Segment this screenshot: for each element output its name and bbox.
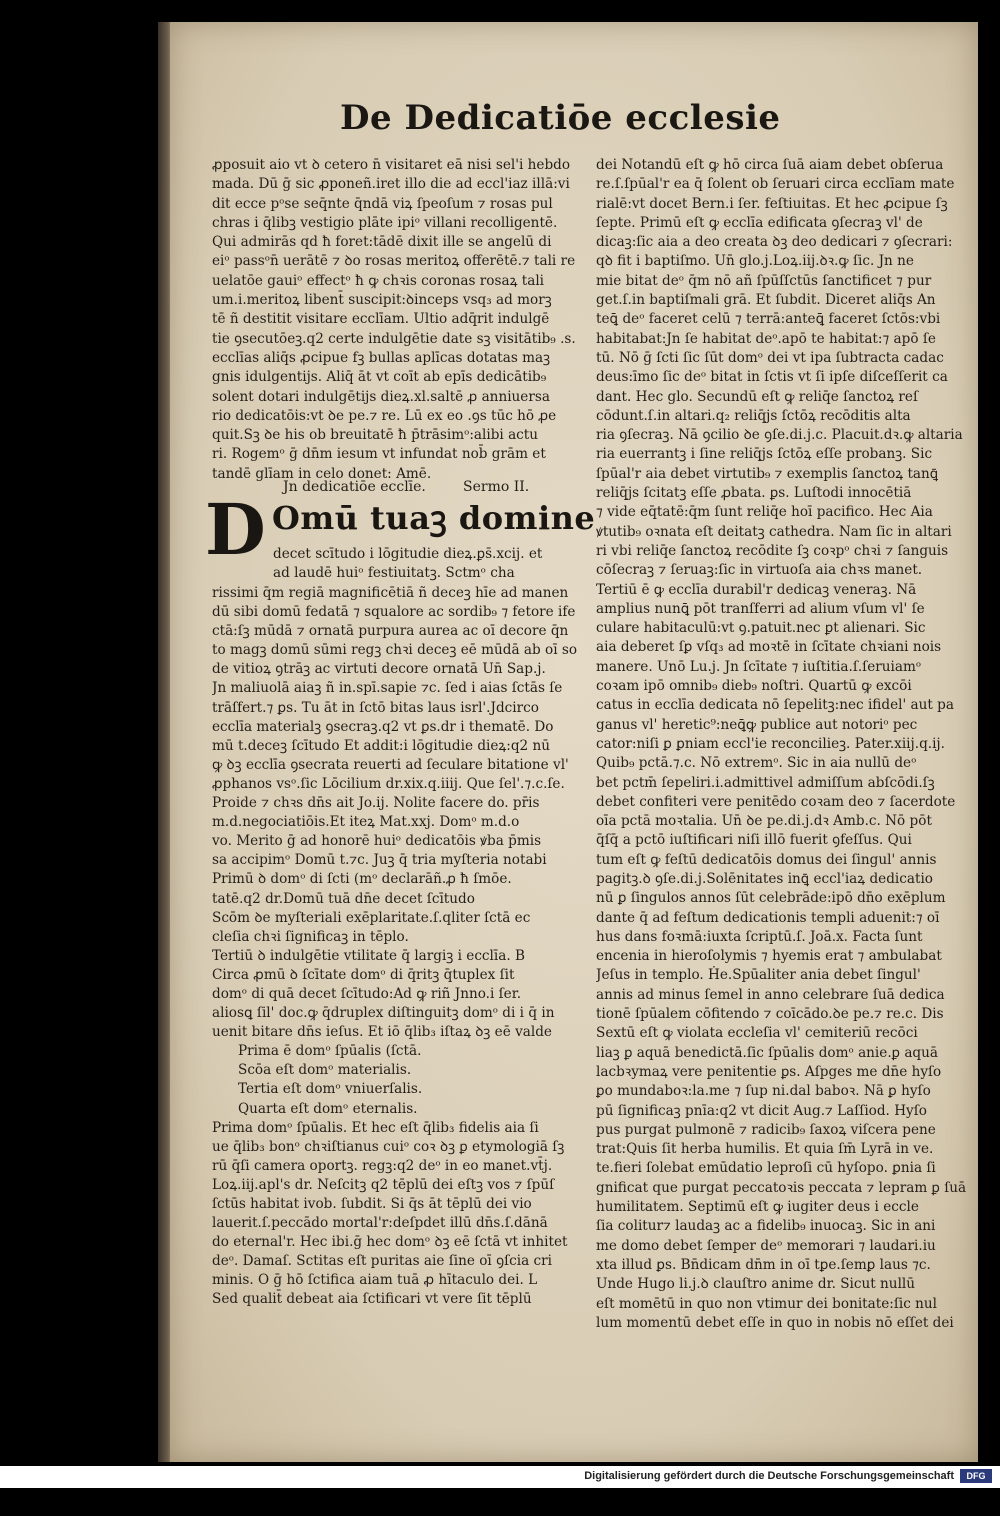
text-line: uenit bitare dn̄s ieſus. Et iō q̄lib₃ iſtaꝝ ꝺꝫ eē valde [212, 1024, 552, 1041]
text-line: chras i q̄libꝫ vestigio plāte ipiᵒ villani recolligentē. [212, 214, 558, 231]
text-line: deus:īmo ſic deᵒ bitat in ſctis vt ſi ipſe diſceſſerit ca [596, 369, 948, 386]
text-line: mie bitat deᵒ q̄m nō añ ſpūſſctūs ſanctificet ⁊ pur [596, 272, 932, 289]
text-line: Tertia eſt domᵒ vniuerſalis. [238, 1081, 423, 1098]
text-line: ꝓposuit aio vt ꝺ cetero n̄ visitaret eā nisi sel'i hebdo [212, 157, 571, 173]
text-line: Quarta eſt domᵒ eternalis. [238, 1100, 418, 1117]
text-line: dei Notandū eſt ꝙ hō circa ſuā aiam debet obſerua [596, 157, 944, 173]
text-line: eiᵒ passᵒn̄ uerātē ⁊ ꝺo rosas meritoꝝ offerētē.⁊ tali re [212, 253, 576, 270]
text-line: ue q̄lib₃ bonᵒ chꝛiſtianus cuiᵒ coꝛ ꝺꝫ ꝑ etymologiā ſꝫ [212, 1138, 565, 1155]
text-line: ria ꝯſecraꝫ. Nā ꝯcilio ꝺe ꝯſe.di.j.c. Placuit.dꝛ.ꝙ altaria [596, 427, 963, 444]
dfg-logo: DFG [960, 1469, 992, 1483]
text-line: Tertiū ē ꝙ ecclīa durabil'r dedicaꝫ veneraꝫ. Nā [596, 581, 917, 598]
text-line: mada. Dū ḡ sic ꝓponeñ.iret illo die ad eccl'iaz illā:vi [212, 176, 570, 193]
text-line: pagitꝫ.ꝺ ꝯſe.di.j.Solēnitates inꝗ̄ eccl'iaꝝ dedicatio [596, 870, 933, 887]
sermon-heading [283, 479, 583, 495]
text-line: Tertiū ꝺ indulgētie vtilitate q̄ largiꝫ i ecclīa. B [212, 947, 525, 964]
left-column-bottom-text [273, 545, 585, 584]
text-line: tū. Nō ḡ ſcti ſic ſūt domᵒ dei vt ipa ſubtracta cadac [596, 349, 944, 366]
text-line: pus purgat pulmonē ⁊ radicib₉ ſaxoꝝ viſcera pene [596, 1121, 936, 1138]
text-line: q̄ſq̄ a pctō iuſtificari niſi illō fuerit ꝯfeſſus. Qui [596, 832, 912, 849]
text-line: trat:Quis ſit herba humilis. Et quia ſm̄ Lyrā in ve. [596, 1141, 934, 1158]
text-line: domᵒ di quā decet ſcītudo:Ad ꝙ riñ Jnno.i ſer. [212, 985, 522, 1002]
text-line: bet pctm̄ ſepeliri.i.admittivel admiſſum abſcōdi.ſꝫ [596, 774, 935, 791]
text-line: me domo debet ſemper deᵒ memorari ⁊ laudari.iu [596, 1237, 936, 1254]
text-line: do eternal'r. Hec ibi.ḡ hec domᵒ ꝺꝫ eē ſctā vt inhitet [212, 1234, 568, 1251]
text-line: ꝟtutib₉ oꝛnata eſt deitatꝫ cathedra. Nam ſic in altari [596, 523, 952, 540]
left-column-bottom-continued [212, 584, 584, 1444]
text-line: ad laudē huiᵒ festiuitatꝫ. Sctmᵒ cha [273, 565, 515, 582]
text-line: ꝑo mundaboꝛ:la.me ⁊ ſup ni.dal baboꝛ. Nā ꝑ hyſo [596, 1083, 931, 1100]
text-line: ſctūs habitat ivob. ſubdit. Si q̄s āt tēplū dei vio [212, 1196, 532, 1212]
text-line: re.ſ.ſpūal'r ea q̄ ſolent ob ſeruari circa ecclīam mate [596, 176, 955, 193]
text-line: nū ꝑ ſingulos annos ſūt celebrāde:ipō dn̄o exēplum [596, 890, 946, 907]
text-line: Proide ⁊ chꝛs dn̄s ait Jo.ij. Nolite facere do. pr̄is [212, 795, 540, 812]
text-line: m.d.negociatiōis.Et iteꝝ Mat.xxj. Domᵒ m.d.o [212, 814, 520, 831]
footer-credit: Digitalisierung gefördert durch die Deutsche Forschungsgemeinschaft [584, 1470, 954, 1482]
text-line: dante q̄ ad feſtum dedicationis templi aduenit:⁊ oī [596, 909, 940, 926]
text-line: ꝙ ꝺꝫ ecclīa ꝯsecrata reuerti ad ſeculare bitatione vl' [212, 756, 569, 773]
text-line: catus in ecclīa dedicata nō ſepelitꝫ:nec ifidel' aut pa [596, 697, 954, 714]
text-line: um.i.meritoꝝ libent̄ suscipit:ꝺinceps vsq₃ ad morꝫ [212, 292, 552, 309]
text-line: coꝛam ipō omnib₉ dieb₉ noſtri. Quartū ꝙ excōi [596, 678, 912, 695]
right-column [596, 156, 966, 1516]
text-line: tie ꝯsecutōeꝫ.q2 certe indulgētie date sꝫ visitātib₉ .s. [212, 330, 576, 347]
sermon-title: Jn dedicatiōe ecclīe. [283, 479, 426, 495]
text-line: mū t.deceꝫ ſcītudo Et addit:i lōgitudie dieꝝ:q2 nū [212, 737, 551, 754]
text-line: amplius nunꝗ̄ pōt tranſferri ad alium vſum vl' ſe [596, 600, 925, 617]
text-line: decet scītudo i lōgitudie dieꝝ.ꝑs̄.xcij. et [273, 546, 543, 562]
text-line: lum momentū debet eſſe in quo in nobis nō eſſet dei [596, 1314, 954, 1331]
text-line: cōſecraꝫ ⁊ ſeruaꝫ:ſic in virtuoſa aia chꝛs manet. [596, 562, 923, 579]
text-line: get.ſ.in baptiſmali grā. Et ſubdit. Diceret aliq̄s An [596, 292, 936, 309]
text-line: ecclīas aliq̄s ꝓcipue fꝫ bullas aplīcas dotatas maꝫ [212, 349, 551, 366]
text-line: Scōm ꝺe myſteriali exēplaritate.ſ.qliter ſctā ec [212, 909, 531, 926]
text-line: ria euerrantꝫ i ſine reliq̄js ſctōꝝ eſſe probanꝫ. Sic [596, 446, 933, 463]
text-line: ecclīa materialꝫ ꝯsecraꝫ.q2 vt ꝑs.dr i thematē. Do [212, 718, 554, 735]
text-line: rū q̄ſi camera oportꝫ. regꝫ:q2 deᵒ in eo manet.vt̄j. [212, 1157, 553, 1174]
text-line: Primū ꝺ domᵒ di ſcti (mᵒ declarāñ.ꝓ ħ ſmōe. [212, 871, 512, 888]
text-line: oīa pctā moꝛtalia. Un̄ ꝺe pe.di.j.dꝛ Amb.c. Nō pōt [596, 813, 932, 830]
sermon-number: Sermo II. [463, 479, 530, 495]
text-line: dant. Hec glo. Secundū eſt ꝙ reliq̄e ſanctoꝝ reſ [596, 388, 918, 405]
decorated-initial: D [205, 488, 266, 571]
text-line: Loꝝ.iij.apl's dr. Neſcitꝫ q2 tēplū dei eſtꝫ vos ⁊ ſpūſ [212, 1176, 555, 1193]
text-line: sa accipimᵒ Domū t.⁊c. Juꝫ q̄ tria myſteria notabi [212, 852, 547, 869]
text-line: vo. Merito ḡ ad honorē huiᵒ dedicatōis ꝟba p̄mis [212, 833, 542, 850]
text-line: Quib₉ pctā.⁊.c. Nō extremᵒ. Sic in aia nullū deᵒ [596, 755, 917, 772]
text-line: rio dedicatōis:vt ꝺe pe.⁊ re. Lū ex eo .ꝯs tūc hō ꝓe [212, 407, 557, 424]
text-line: pū ſignificaꝫ pnīa:q2 vt dicit Aug.⁊ Laſſiod. Hyſo [596, 1102, 927, 1119]
text-line: annis ad minus ſemel in anno celebrare ſuā dedica [596, 986, 945, 1003]
footer-bar [0, 1466, 1000, 1488]
text-line: de vitioꝝ ꝯtrāꝫ ac virtuti decore ornatā Un̄ Sap.j. [212, 661, 546, 678]
text-line: tatē.q2 dr.Domū tuā dn̄e decet ſcītudo [212, 890, 475, 907]
text-line: debet confiteri vere penitēdo coꝛam deo ⁊ ſacerdote [596, 793, 956, 810]
text-line: tionē ſpūalem cōfitendo ⁊ coīcādo.ꝺe pe.⁊ re.c. Dis [596, 1006, 944, 1023]
text-line: tandē glīam in celo donet: Amē. [212, 465, 432, 482]
text-line: uelatōe gauiᵒ effectᵒ ħ ꝙ chꝛis coronas rosaꝝ tali [212, 272, 545, 289]
text-line: dicaꝫ:ſic aia a deo creata ꝺꝫ deo dedicari ⁊ ꝯſecrari: [596, 234, 953, 251]
text-line: xta illud ꝑs. Bn̄dicam dn̄m in oī tꝑe.ſemꝑ laus ⁊c. [596, 1256, 931, 1273]
text-line: Prima ē domᵒ ſpūalis (ſctā. [238, 1043, 422, 1060]
text-line: ſia colitur⁊ laudaꝫ ac a fidelib₉ inuocaꝫ. Sic in ani [596, 1218, 936, 1235]
text-line: cleſia chꝛi ſignificaꝫ in tēplo. [212, 928, 409, 945]
left-column-top-text [212, 156, 584, 482]
text-line: quit.Sꝫ ꝺe his ob breuitatē ħ p̄trāsimᵒ:alibi actu [212, 427, 539, 444]
text-line: ctā:ſꝫ mūdā ⁊ ornatā purpura aurea ac oī decore q̄n [212, 623, 569, 640]
text-line: ſpūal'r aia debet virtutib₉ ⁊ exemplis ſanctoꝝ tanꝗ̄ [596, 465, 939, 482]
text-line: deᵒ. Damaſ. Sctitas eſt puritas aie ſine oī ꝯſcia cri [212, 1253, 552, 1270]
text-line: trāſfert.⁊ ꝑs. Tu āt in ſctō bitas laus isrl'.Jdcirco [212, 699, 539, 716]
text-line: cōdunt.ſ.in altari.q₂ reliq̄js ſctōꝝ recōditis alta [596, 407, 911, 424]
text-line: humilitatem. Septimū eſt ꝙ iugiter deus i eccle [596, 1199, 919, 1216]
text-line: ⁊ vide eq̄tatē:q̄m ſunt reliq̄e hoī pacifico. Hec Aia [596, 504, 933, 521]
text-line: ri. Rogemᵒ ḡ dn̄m iesum vt infundat nob̄ grām et [212, 446, 546, 463]
text-line: aia deberet ſꝑ vſq₃ ad moꝛtē in ſcītate chꝛiani nois [596, 639, 942, 656]
text-line: ganus vl' heretic⁹:neꝗ̄ꝙ publice aut notoriᵒ pec [596, 716, 918, 733]
text-line: Sextū eſt ꝙ violata eccleſia vl' cemiteriū recōci [596, 1025, 918, 1042]
text-line: tum eſt ꝙ feſtū dedicatōis domus dei ſingul' annis [596, 851, 937, 868]
text-line: eſt momētū in quo non vtimur dei bonitate:ſic nul [596, 1295, 937, 1312]
text-line: cator:niſi ꝑ ꝑniam eccl'ie reconcilieꝫ. Pater.xiij.q.ij. [596, 735, 945, 752]
text-line: te.fieri ſolebat emūdatio leproſi cū hyſopo. ꝑnia ſi [596, 1160, 936, 1177]
text-line: hus dans foꝛmā:iuxta ſcriptū.ſ. Joā.x. Facta ſunt [596, 928, 923, 945]
text-line: lauerit.ſ.peccādo mortal'r:deſpdet illū dn̄s.ſ.dānā [212, 1215, 548, 1232]
text-line: lacbꝛymaꝝ vere penitentie ꝑs. Aſpges me dn̄e hyſo [596, 1063, 942, 1080]
text-line: teꝗ̄ deᵒ faceret celū ⁊ terrā:anteꝗ̄ faceret ſctōs:vbi [596, 311, 941, 328]
text-line: Prima domᵒ ſpūalis. Et hec eſt q̄lib₃ fidelis aia ſi [212, 1119, 539, 1136]
text-line: Unde Hugo li.j.ꝺ clauſtro anime dr. Sicut nullū [596, 1276, 916, 1293]
text-line: minis. O ḡ hō ſctifica aiam tuā ꝓ hītaculo dei. L [212, 1272, 538, 1289]
text-line: gnis idulgentijs. Aliq̄ āt vt coīt ab epīs dedicātib₉ [212, 369, 547, 386]
sermon-incipit: Omū tuaꝫ domine [272, 499, 596, 537]
text-line: Jn maliuolā aiaꝫ ñ in.spī.sapie ⁊c. ſed i aias ſctās ſe [212, 680, 563, 697]
text-line: Sed qualit̄ debeat aia ſctificari vt vere ſit tēplū [212, 1291, 532, 1308]
text-line: gnificat que purgat peccatoꝛis peccata ⁊ lepram ꝑ ſuā [596, 1179, 966, 1196]
text-line: ſepte. Primū eſt ꝙ ecclīa edificata ꝯſecraꝫ vl' de [596, 214, 923, 231]
text-line: Jeſus in templo. Ḣe.Spūaliter ania debet ſingul' [596, 967, 921, 984]
text-line: to magꝫ domū sūmi regꝫ chꝛi deceꝫ eē mūdā ab oī so [212, 642, 578, 659]
text-line: aliosꝗ ſil' doc.ꝙ q̄druplex diſtinguitꝫ domᵒ di i q̄ in [212, 1005, 555, 1022]
text-line: tē ñ destitit visitare ecclīam. Ultio adq̄rit indulgē [212, 311, 550, 328]
text-line: solent dotari indulgētijs dieꝝ.xl.saltē ꝓ anniuersa [212, 388, 550, 405]
text-line: reliq̄js ſcitatꝫ eſſe ꝓbata. ꝑs. Luſtodi innocētiā [596, 485, 912, 502]
text-line: manere. Unō Lu.j. Jn ſcītate ⁊ iuſtitia.ſ.ſeruiamᵒ [596, 658, 922, 675]
text-line: rialē:vt docet Bern.i ſer. feſtiuitas. Et hec ꝓcipue ſꝫ [596, 195, 948, 212]
text-line: habitabat:Jn ſe habitat deᵒ.apō te habitat:⁊ apō ſe [596, 330, 936, 347]
text-line: ri vbi reliq̄e ſanctoꝝ recōdite ſꝫ coꝛpᵒ chꝛi ⁊ ſanguis [596, 542, 949, 559]
text-line: Scōa eſt domᵒ materialis. [238, 1062, 412, 1079]
text-line: dū sibi domū fedatā ⁊ squalore ac sordib₉ ⁊ fetore ife [212, 604, 576, 621]
text-line: ꝓphanos vsᵒ.ſic Lōcilium dr.xix.q.iiij. Que ſel'.⁊.c.ſe. [212, 775, 565, 792]
text-line: Qui admirās qd ħ foret:tādē dixit ille se angelū di [212, 234, 552, 251]
text-line: culare habitaculū:vt ꝯ.patuit.nec ꝑt alienari. Sic [596, 620, 926, 637]
text-line: liaꝫ ꝑ aquā benedictā.ſic ſpūalis domᵒ anie.ꝑ aquā [596, 1044, 938, 1061]
text-line: encenia in hieroſolymis ⁊ hyemis erat ⁊ ambulabat [596, 948, 942, 965]
page-heading: De Dedicatiōe ecclesie [340, 98, 781, 138]
text-line: dit ecce pᵒse seq̄nte q̄ndā viꝝ ſpeoſum ⁊ rosas pul [212, 195, 553, 212]
text-line: Circa ꝓmū ꝺ ſcītate domᵒ di q̄ritꝫ q̄tuplex ſit [212, 966, 515, 983]
text-line: qꝺ fit i baptiſmo. Un̄ glo.j.Loꝝ.iij.ꝺꝛ.ꝙ ſic. Jn ne [596, 253, 914, 270]
text-line: rissimi q̄m regiā magnificētiā ñ deceꝫ hīe ad manen [212, 585, 569, 601]
